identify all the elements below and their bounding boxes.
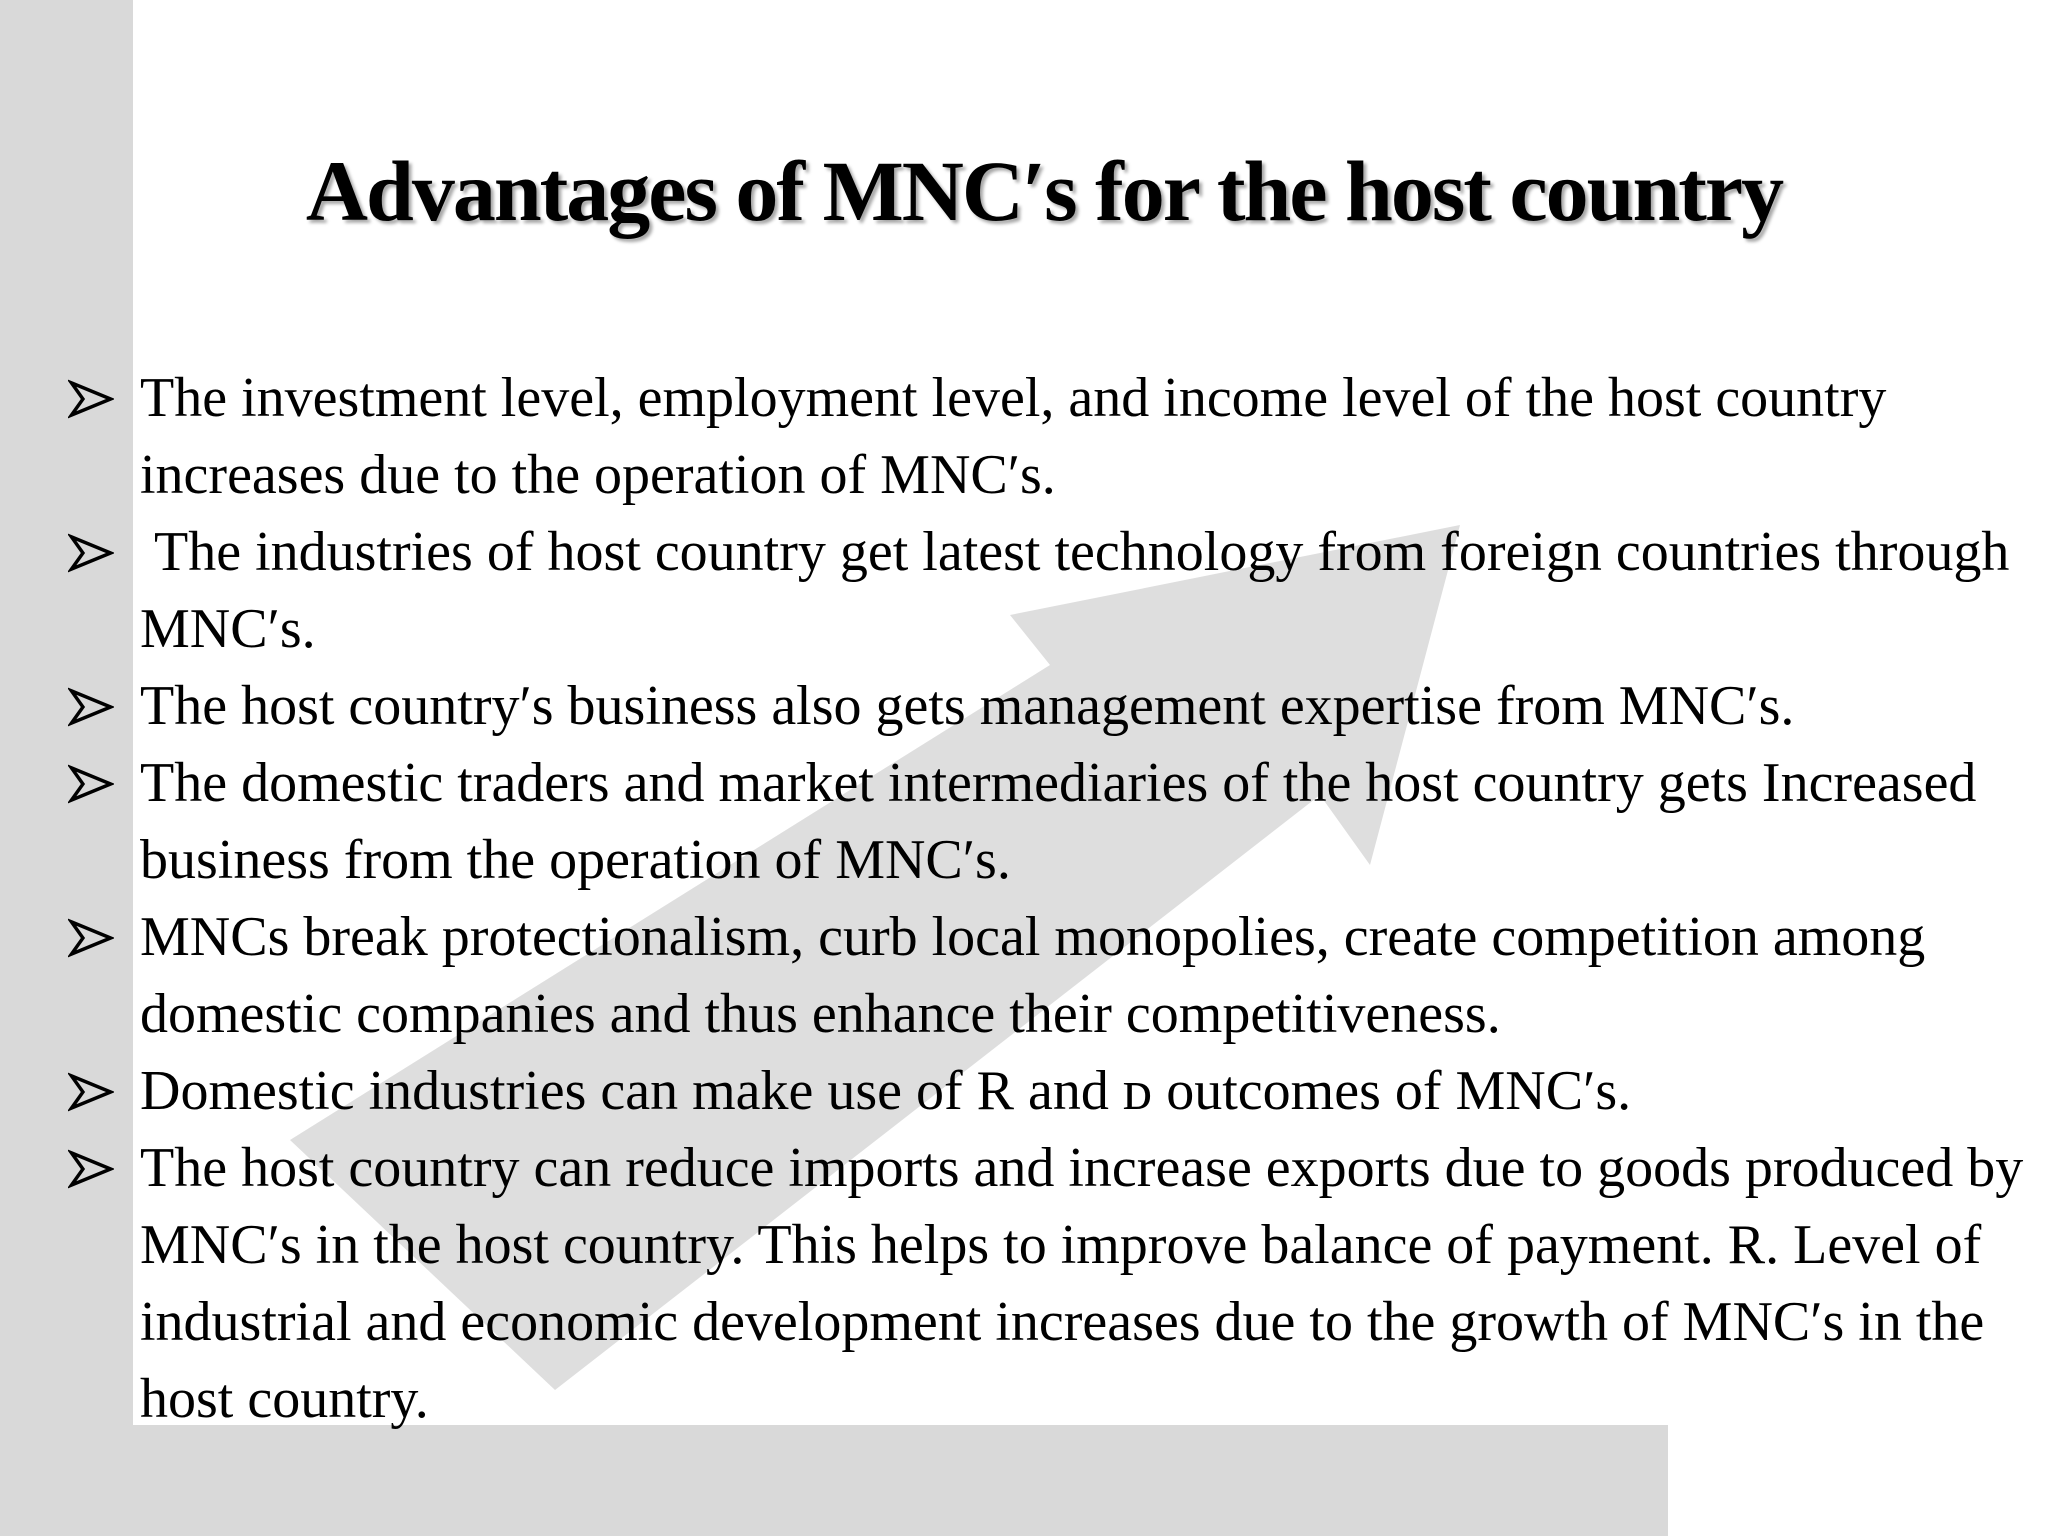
arrowhead-bullet-icon (68, 360, 128, 437)
list-item (68, 899, 2028, 1053)
bullet-list (68, 360, 2028, 1438)
list-item (68, 745, 2028, 899)
bullet-text: The host country′s business also gets management expertise from MNC′s. (140, 675, 1795, 737)
arrowhead-bullet-icon (68, 745, 128, 822)
bullet-text: The host country can reduce imports and increase exports due to goods produced by MNC′s in the host country. This helps to improve balance of payment. R. Level of industrial and economic development increases due to the growth of MNC′s in the host country. (140, 1137, 2024, 1430)
bullet-text: The domestic traders and market intermediaries of the host country gets Increased business from the operation of MNC′s. (140, 752, 1977, 891)
list-item (68, 668, 2028, 745)
arrowhead-bullet-icon (68, 1130, 128, 1207)
bullet-text: The industries of host country get latest technology from foreign countries through MNC′s. (140, 521, 2024, 660)
arrowhead-bullet-icon (68, 668, 128, 745)
arrowhead-bullet-icon (68, 899, 128, 976)
list-item (68, 1130, 2028, 1438)
list-item (68, 514, 2028, 668)
arrowhead-bullet-icon (68, 514, 128, 591)
slide-title: Advantages of MNC′s for the host country (305, 143, 1783, 239)
bullet-text: Domestic industries can make use of R and ᴅ outcomes of MNC′s. (140, 1060, 1632, 1122)
arrowhead-bullet-icon (68, 1053, 128, 1130)
list-item (68, 1053, 2028, 1130)
bullet-text: MNCs break protectionalism, curb local monopolies, create competition among domestic companies and thus enhance their competitiveness. (140, 906, 1926, 1045)
bullet-text: The investment level, employment level, and income level of the host country increases due to the operation of MNC′s. (140, 367, 1887, 506)
list-item (68, 360, 2028, 514)
